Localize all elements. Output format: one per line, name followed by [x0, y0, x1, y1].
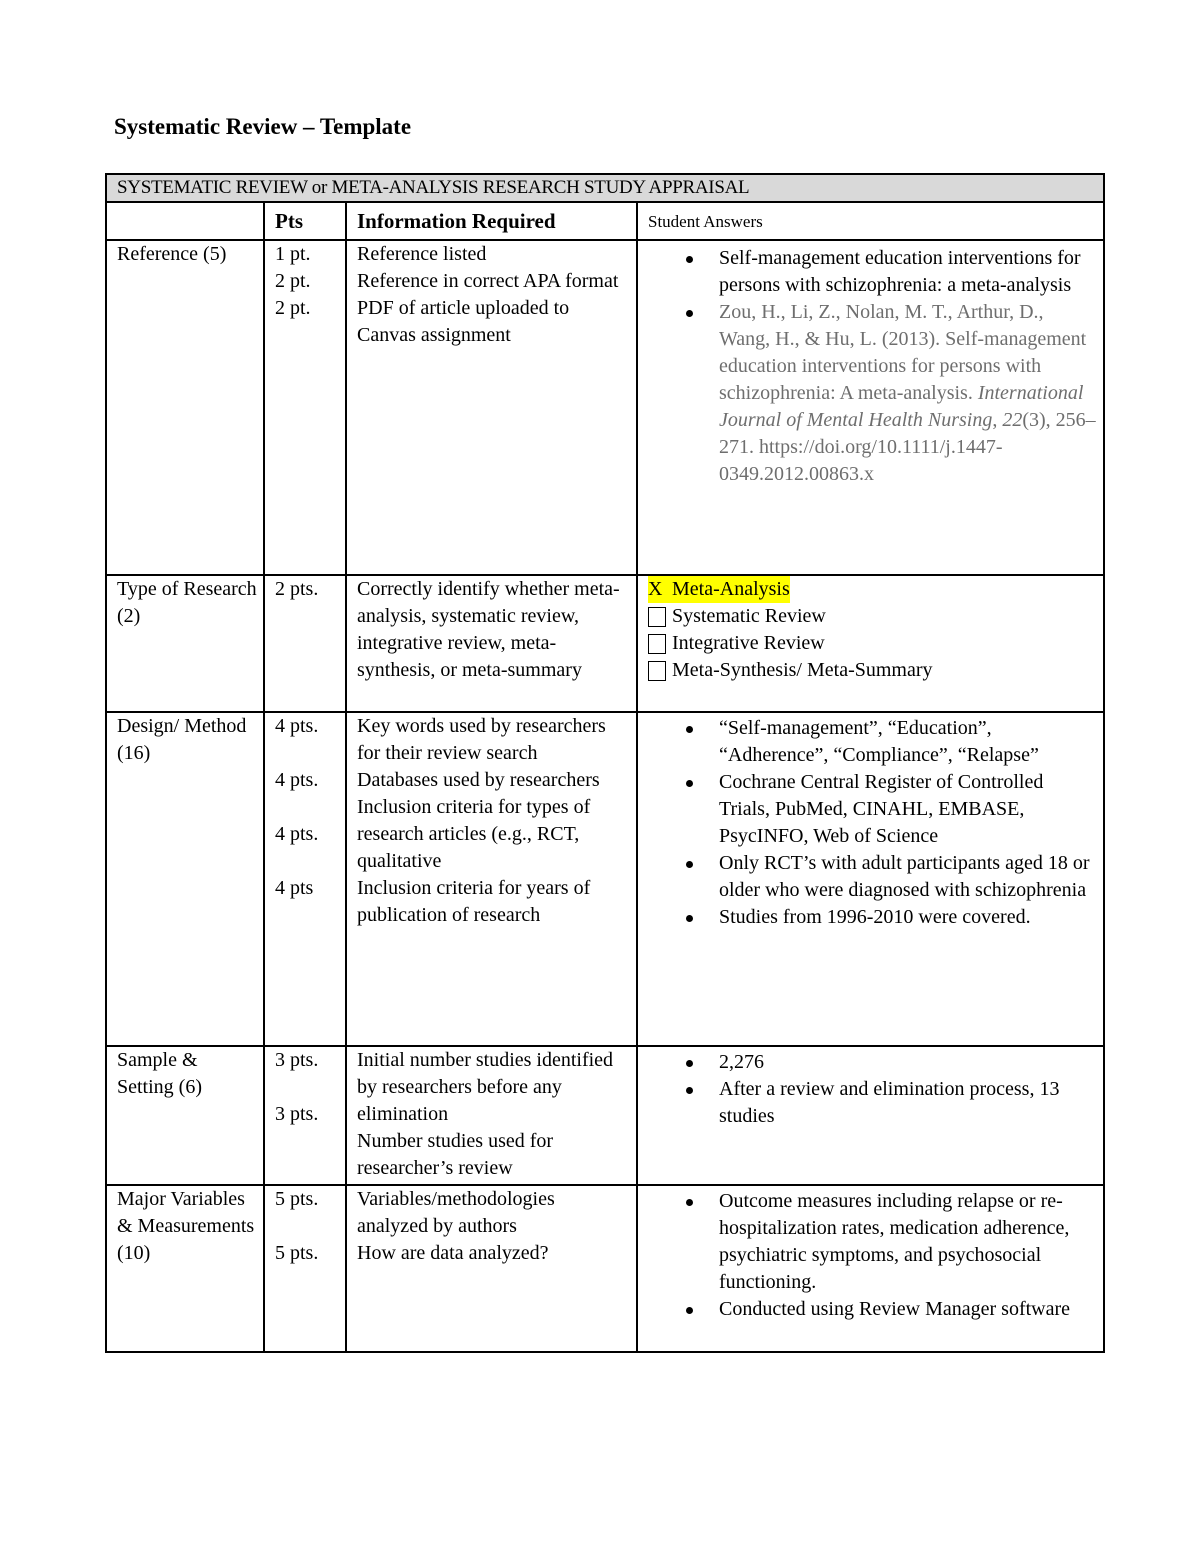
row-answers: [637, 1185, 1104, 1352]
option-label: Integrative Review: [672, 632, 825, 654]
answer-item: After a review and elimination process, 13 studies: [648, 1076, 1097, 1130]
answer-item: Cochrane Central Register of Controlled Trials, PubMed, CINAHL, EMBASE, PsycINFO, Web of Science: [648, 769, 1097, 850]
checkbox-icon[interactable]: [648, 607, 666, 627]
header-student-answers: Student Answers: [637, 202, 1104, 240]
row-info: Key words used by researchers for their review search Databases used by researchers Inclusion criteria for types of research articles (e.g., RCT, qualitative Inclusion criteria for years of publication of research: [346, 712, 637, 1046]
citation-separator: ,: [992, 409, 1003, 431]
row-info: Variables/methodologies analyzed by authors How are data analyzed?: [346, 1185, 637, 1352]
pts-value: 4 pts.: [275, 823, 319, 845]
row-answers: [637, 712, 1104, 1046]
answer-item: Self-management education interventions for persons with schizophrenia: a meta-analysis: [648, 245, 1097, 299]
x-mark: X: [648, 578, 663, 600]
row-answers: [637, 1046, 1104, 1185]
answer-item: Conducted using Review Manager software: [648, 1296, 1097, 1323]
checkbox-icon[interactable]: [648, 661, 666, 681]
option-systematic-review[interactable]: [648, 603, 1097, 630]
row-label: Reference (5): [106, 240, 264, 575]
pts-value: 5 pts.: [275, 1188, 319, 1210]
pts-value: 2 pt.: [275, 270, 311, 292]
pts-value: 4 pts.: [275, 769, 319, 791]
row-pts: [264, 575, 346, 712]
table-row-type-of-research: [106, 575, 1104, 712]
option-integrative-review[interactable]: [648, 630, 1097, 657]
answer-list: [648, 1049, 1097, 1130]
banner-row: [106, 174, 1104, 202]
pts-value: 2 pts.: [275, 578, 319, 600]
citation-volume: 22: [1002, 409, 1023, 431]
row-pts: [264, 1046, 346, 1185]
row-pts: [264, 712, 346, 1046]
header-blank: [106, 202, 264, 240]
row-label: Design/ Method (16): [106, 712, 264, 1046]
pts-value: 1 pt.: [275, 243, 311, 265]
option-meta-synthesis[interactable]: [648, 657, 1097, 684]
option-meta-analysis[interactable]: [648, 576, 1097, 603]
table-row-design-method: [106, 712, 1104, 1046]
option-label: Meta-Analysis: [672, 578, 790, 600]
row-label: Sample & Setting (6): [106, 1046, 264, 1185]
answer-item: Studies from 1996-2010 were covered.: [648, 904, 1097, 931]
table-row-major-variables: [106, 1185, 1104, 1352]
document-title: Systematic Review – Template: [114, 114, 412, 139]
row-label: Type of Research (2): [106, 575, 264, 712]
row-info: Reference listed Reference in correct APA format PDF of article uploaded to Canvas assignment: [346, 240, 637, 575]
table-row-reference: [106, 240, 1104, 575]
header-pts: Pts: [264, 202, 346, 240]
appraisal-table: [105, 173, 1105, 1353]
header-info-required: Information Required: [346, 202, 637, 240]
row-pts: [264, 1185, 346, 1352]
table-row-sample-setting: [106, 1046, 1104, 1185]
answer-item: Only RCT’s with adult participants aged 18 or older who were diagnosed with schizophrenia: [648, 850, 1097, 904]
answer-list: [648, 715, 1097, 931]
row-answers: [637, 240, 1104, 575]
answer-item: “Self-management”, “Education”, “Adherence”, “Compliance”, “Relapse”: [648, 715, 1097, 769]
selected-option: [648, 576, 790, 603]
row-pts: [264, 240, 346, 575]
checkbox-icon[interactable]: [648, 634, 666, 654]
answer-list: [648, 1188, 1097, 1323]
row-info: Initial number studies identified by researchers before any elimination Number studies used for researcher’s review: [346, 1046, 637, 1185]
row-answers: [637, 575, 1104, 712]
pts-value: 3 pts.: [275, 1103, 319, 1125]
row-label: Major Variables & Measurements (10): [106, 1185, 264, 1352]
citation-journal: International Journal of Mental Health Nursing: [719, 382, 1084, 431]
row-info: Correctly identify whether meta-analysis, systematic review, integrative review, meta-synthesis, or meta-summary: [346, 575, 637, 712]
pts-value: 4 pts.: [275, 715, 319, 737]
answer-item: 2,276: [648, 1049, 1097, 1076]
option-label: Meta-Synthesis/ Meta-Summary: [672, 659, 933, 681]
pts-value: 4 pts: [275, 877, 314, 899]
citation-text: Zou, H., Li, Z., Nolan, M. T., Arthur, D., Wang, H., & Hu, L. (2013). Self-management education interventions for persons with schizophrenia: A meta-analysis.: [719, 301, 1087, 404]
table-banner: SYSTEMATIC REVIEW or META-ANALYSIS RESEARCH STUDY APPRAISAL: [106, 174, 1104, 202]
option-label: Systematic Review: [672, 605, 826, 627]
answer-item: Outcome measures including relapse or re-hospitalization rates, medication adherence, psychiatric symptoms, and psychosocial functioning.: [648, 1188, 1097, 1296]
answer-list: [648, 245, 1097, 488]
pts-value: 3 pts.: [275, 1049, 319, 1071]
pts-value: 2 pt.: [275, 297, 311, 319]
header-row: [106, 202, 1104, 240]
pts-value: 5 pts.: [275, 1242, 319, 1264]
answer-item-citation: [648, 299, 1097, 488]
citation-pages-doi: (3), 256–271. https://doi.org/10.1111/j.1447-0349.2012.00863.x: [719, 409, 1096, 485]
